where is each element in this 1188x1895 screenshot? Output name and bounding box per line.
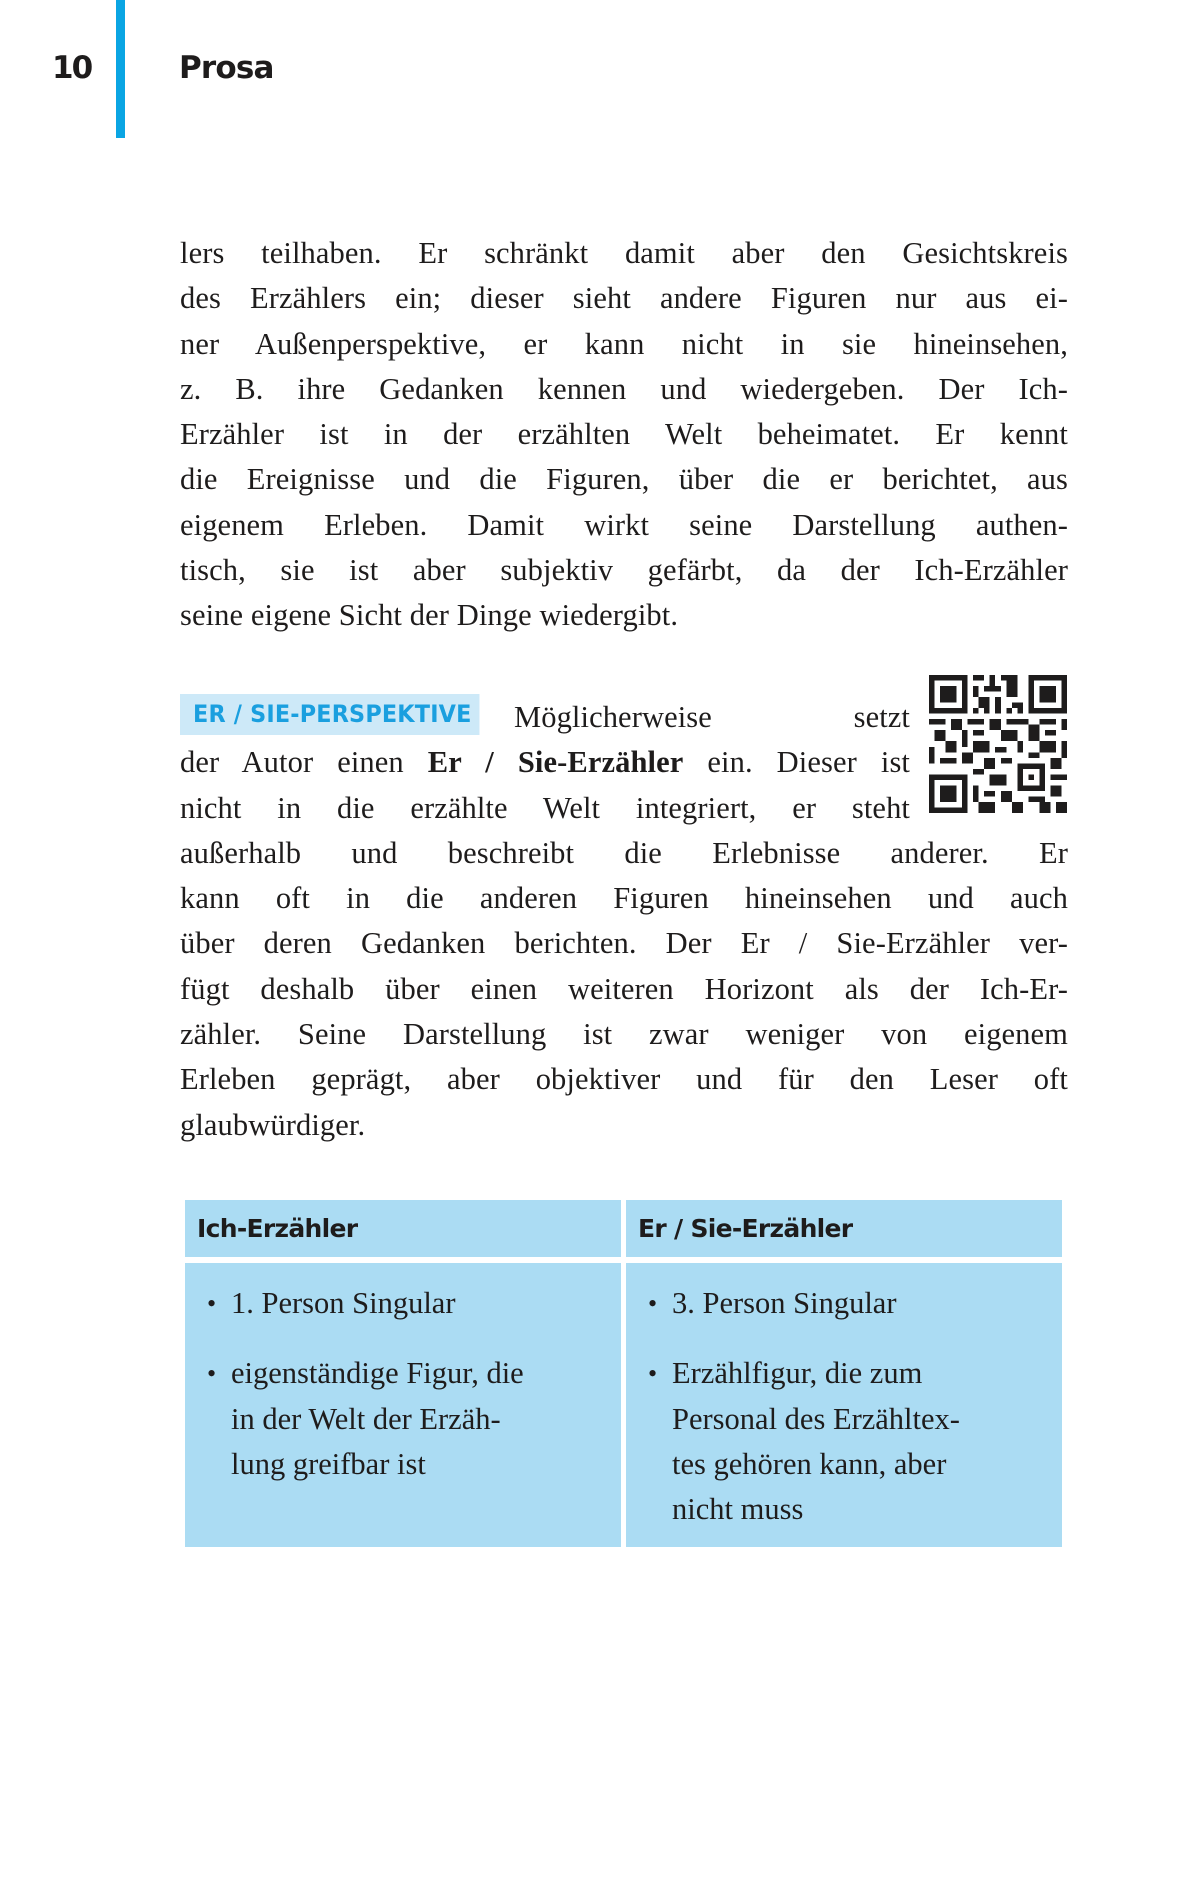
text-line: eigenem Erleben. Damit wirkt seine Darstellung authen- [180, 507, 1068, 542]
text-line: nicht in die erzählte Welt integriert, er steht [180, 790, 910, 825]
table-cell-third-person [626, 1263, 1062, 1547]
table-cell-first-person [185, 1263, 621, 1547]
section-label: ER / SIE-PERSPEKTIVE [180, 694, 479, 735]
bold-term: Er / Sie-Erzähler [427, 745, 684, 780]
text-word: setzt [853, 700, 910, 734]
text-line: ner Außenperspektive, er kann nicht in sie hineinsehen, [180, 326, 1068, 361]
text-line: fügt deshalb über einen weiteren Horizont als der Ich-Er- [180, 971, 1068, 1006]
text-line [180, 695, 910, 740]
text-line: Erleben geprägt, aber objektiver und für den Leser oft [180, 1062, 1068, 1097]
text-line: kann oft in die anderen Figuren hineinsehen und auch [180, 881, 1068, 916]
text-line: zähler. Seine Darstellung ist zwar weniger von eigenem [180, 1017, 1068, 1052]
table-body-row [185, 1263, 1062, 1547]
bullet-icon: • [648, 1289, 658, 1318]
text-line: lers teilhaben. Er schränkt damit aber den Gesichtskreis [180, 236, 1068, 270]
header-accent-bar [116, 0, 125, 138]
list-item: • eigenständige Figur, die in der Welt der Erzäh- lung greifbar ist [207, 1351, 611, 1487]
text-line: außerhalb und beschreibt die Erlebnisse anderer. Er [180, 835, 1068, 870]
qr-code-graphic [929, 675, 1067, 813]
bullet-icon: • [207, 1359, 217, 1389]
text-line: der Autor einen Er / Sie-Erzähler ein. Dieser ist [180, 745, 910, 780]
text-line: über deren Gedanken berichten. Der Er / Sie-Erzähler ver- [180, 926, 1068, 961]
text-line: die Ereignisse und die Figuren, über die er berichtet, aus [180, 462, 1068, 497]
list-item: • Erzählfigur, die zum Personal des Erzähltex- tes gehören kann, aber nicht muss [648, 1351, 1052, 1532]
paragraph-first-person [180, 231, 1068, 639]
bullet-icon: • [648, 1359, 658, 1389]
text-line: glaubwürdiger. [180, 1107, 366, 1142]
text-line: z. B. ihre Gedanken kennen und wiedergeben. Der Ich- [180, 371, 1068, 406]
column-header-third-person: Er / Sie-Erzähler [626, 1200, 1062, 1257]
list-item: • 3. Person Singular [648, 1281, 1052, 1326]
qr-code-icon[interactable] [929, 675, 1067, 813]
bullet-icon: • [207, 1289, 217, 1318]
list-item: • 1. Person Singular [207, 1281, 611, 1326]
page-number: 10 [52, 50, 92, 86]
table-header-row [185, 1200, 1062, 1257]
column-header-first-person: Ich-Erzähler [185, 1200, 621, 1257]
text-line: des Erzählers ein; dieser sieht andere Figuren nur aus ei- [180, 281, 1068, 316]
text-line: Erzähler ist in der erzählten Welt beheimatet. Er kennt [180, 417, 1068, 452]
chapter-title: Prosa [179, 50, 274, 86]
text-line: tisch, sie ist aber subjektiv gefärbt, da der Ich-Erzähler [180, 553, 1068, 588]
text-word: Möglicherweise [514, 700, 712, 734]
comparison-table [185, 1200, 1062, 1547]
text-line: seine eigene Sicht der Dinge wiedergibt. [180, 598, 679, 633]
